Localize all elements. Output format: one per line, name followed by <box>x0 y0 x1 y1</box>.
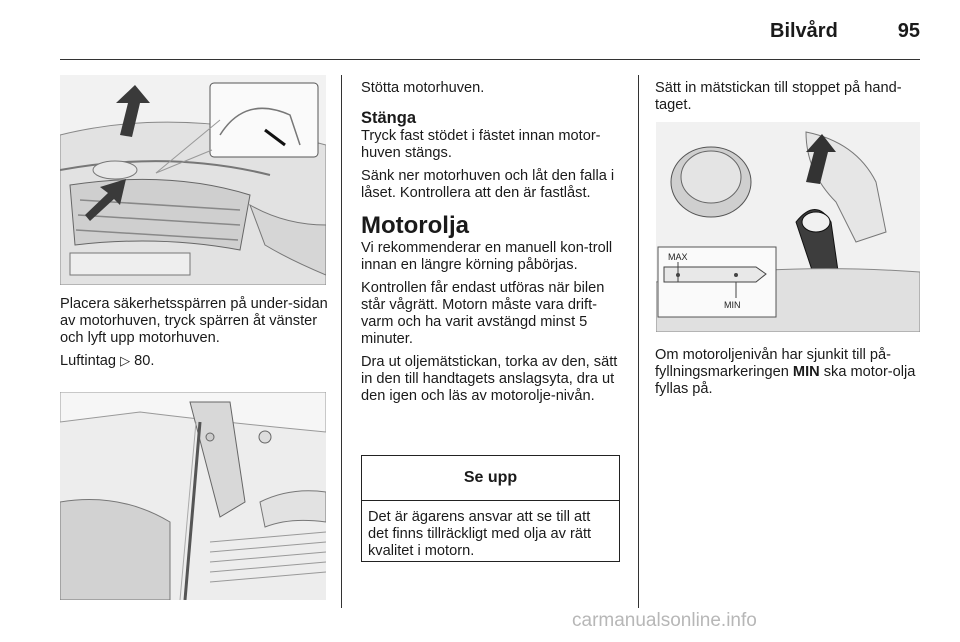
insert-dipstick-instruction: Sätt in mätstickan till stoppet på hand-taget. <box>655 80 902 113</box>
air-intake-page-ref[interactable]: 80. <box>134 353 155 369</box>
engine-oil-heading: Motorolja <box>361 212 469 239</box>
oil-level-text-before: Om motoroljenivån har sjunkit till på-fyllningsmarkeringen <box>655 347 892 380</box>
hood-release-figure <box>60 75 326 285</box>
column-3-text-bottom <box>655 347 923 404</box>
oil-recommendation: Vi rekommenderar en manuell kon-troll innan en längre körning påbörjas. <box>361 240 613 273</box>
min-marking: MIN <box>792 364 820 380</box>
caution-box <box>361 455 620 562</box>
hood-support-figure <box>60 392 326 600</box>
air-intake-label: Luftintag <box>60 353 116 369</box>
close-instruction-1: Tryck fast stödet i fästet innan motor-huven stängs. <box>361 128 601 161</box>
dipstick-procedure: Dra ut oljemätstickan, torka av den, sätt in den till handtagets anslagsyta, dra ut den igen och läs av motorolje-nivån. <box>361 354 618 404</box>
column-divider-left <box>341 75 342 608</box>
caution-title: Se upp <box>362 456 619 501</box>
dipstick-max-label: MAX <box>668 252 688 262</box>
air-intake-reference <box>60 353 330 370</box>
oil-level-text-after: ska motor-olja fyllas på. <box>655 364 916 397</box>
oil-check-conditions: Kontrollen får endast utföras när bilen står vågrätt. Motorn måste vara drift-varm och ha varit avstängd minst 5 minuter. <box>361 280 605 347</box>
close-instruction-2: Sänk ner motorhuven och låt den falla i låset. Kontrollera att den är fastlåst. <box>361 168 615 201</box>
dipstick-min-label: MIN <box>724 300 741 310</box>
oil-level-min-instruction <box>655 347 923 398</box>
support-hood-instruction: Stötta motorhuven. <box>361 80 485 96</box>
watermark: carmanualsonline.info <box>572 610 757 631</box>
dipstick-illustration <box>656 122 920 332</box>
reference-arrow-icon: ▷ <box>120 354 131 369</box>
page-number: 95 <box>897 20 920 42</box>
column-3-text-top <box>655 80 923 120</box>
section-title: Bilvård <box>770 20 838 42</box>
column-divider-right <box>638 75 639 608</box>
close-subheading: Stänga <box>361 109 417 127</box>
header-divider <box>60 59 920 60</box>
hood-support-rod-illustration <box>60 392 326 600</box>
caution-body: Det är ägarens ansvar att se till att det finns tillräckligt med olja av rätt kvalitet i motorn. <box>368 509 592 559</box>
column-1-text <box>60 296 330 376</box>
hood-release-illustration <box>60 75 326 285</box>
column-2-text <box>361 80 623 411</box>
dipstick-figure <box>656 122 920 332</box>
hood-release-instructions: Placera säkerhetsspärren på under-sidan av motorhuven, tryck spärren åt vänster och lyft upp motorhuven. <box>60 296 328 346</box>
